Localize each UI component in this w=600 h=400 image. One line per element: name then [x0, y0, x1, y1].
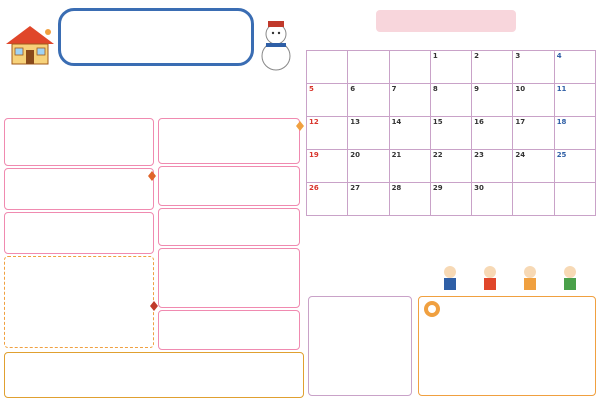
- organization-address: [423, 310, 591, 318]
- box-body: [159, 330, 299, 338]
- box-health-consultation: [4, 118, 154, 166]
- box-time: [159, 321, 299, 330]
- box-body: [5, 188, 153, 196]
- calendar-day-cell: [348, 149, 389, 182]
- calendar-day-cell: [389, 182, 430, 215]
- box-title: [5, 119, 153, 129]
- calendar-day-cell: [348, 83, 389, 116]
- weekday-tue: [389, 38, 430, 50]
- calendar-day-cell: [513, 116, 554, 149]
- weekday-sat: [554, 38, 595, 50]
- calendar-week: [307, 116, 596, 149]
- calendar-day-cell: [554, 50, 595, 83]
- calendar-day-cell: [430, 83, 471, 116]
- edition-date: [234, 68, 294, 75]
- calendar-day-cell: [472, 50, 513, 83]
- calendar-day-number: 24: [515, 150, 526, 159]
- calendar-day-number: 19: [309, 150, 319, 159]
- calendar-day-cell: [430, 182, 471, 215]
- organization-url[interactable]: [423, 330, 591, 338]
- calendar-day-number: 11: [556, 84, 567, 93]
- box-title: [159, 311, 299, 321]
- calendar-day-number: 15: [432, 117, 443, 126]
- calendar-day-number: 14: [391, 117, 402, 126]
- box-birthday-party: [4, 168, 154, 210]
- box-body: [159, 268, 299, 276]
- calendar-day-cell: [554, 149, 595, 182]
- leaf-icon: [146, 170, 158, 182]
- calendar-header: [306, 6, 596, 34]
- box-parenting-lecture: [158, 248, 300, 308]
- box-note: [5, 284, 153, 291]
- calendar-day-cell: [307, 116, 348, 149]
- box-time: [159, 259, 299, 268]
- snowman-icon: [258, 18, 294, 72]
- organization-name: [423, 300, 591, 308]
- calendar-day-number: 20: [350, 150, 361, 159]
- calendar-day-number: 22: [432, 150, 443, 159]
- box-body: [5, 232, 153, 240]
- calendar-week: [307, 50, 596, 83]
- box-english-play: [158, 166, 300, 206]
- calendar-day-number: 6: [350, 84, 356, 93]
- box-note: [159, 137, 299, 144]
- calendar-day-cell: [307, 149, 348, 182]
- calendar-day-cell: [513, 149, 554, 182]
- house-icon: [4, 22, 56, 66]
- organization-logo-icon: [423, 300, 441, 318]
- calendar-day-cell: [472, 83, 513, 116]
- weekday-mon: [348, 38, 389, 50]
- box-baby-massage: [4, 256, 154, 348]
- note-item: [308, 236, 596, 244]
- calendar-day-number: 13: [350, 117, 361, 126]
- box-title: [159, 209, 299, 219]
- calendar-day-number: 26: [309, 183, 319, 192]
- calendar-day-number: 18: [556, 117, 567, 126]
- calendar-day-number: 8: [432, 84, 438, 93]
- title-box: [58, 8, 254, 66]
- calendar-day-number: 21: [391, 150, 402, 159]
- note-item: [308, 252, 596, 260]
- opening-hours: [308, 296, 412, 396]
- calendar-day-number: 10: [515, 84, 526, 93]
- organization-info: [418, 296, 596, 396]
- calendar-day-number: 25: [556, 150, 567, 159]
- box-note: [5, 240, 153, 247]
- hours-title: [313, 300, 407, 308]
- box-body: [159, 129, 299, 137]
- calendar-day-cell: [307, 182, 348, 215]
- weekday-sun: [307, 38, 348, 50]
- box-body: [5, 363, 303, 365]
- note-item: [308, 228, 596, 236]
- calendar-day-cell: [472, 182, 513, 215]
- organization-email[interactable]: [423, 340, 591, 348]
- children-illustration: [430, 262, 590, 292]
- box-nenne-kurabu: [4, 212, 154, 254]
- calendar-day-cell: [430, 50, 471, 83]
- box-title: [159, 119, 299, 129]
- calendar-day-cell: [513, 182, 554, 215]
- box-title: [5, 353, 303, 363]
- calendar-day-number: 28: [391, 183, 402, 192]
- box-time: [5, 129, 153, 138]
- calendar-day-cell: [389, 83, 430, 116]
- note-item: [308, 220, 596, 228]
- box-title: [5, 213, 153, 223]
- calendar-day-number: 12: [309, 117, 319, 126]
- weekday-thu: [472, 38, 513, 50]
- calendar-grid: [306, 38, 596, 216]
- calendar-day-cell: [389, 116, 430, 149]
- box-making: [158, 118, 300, 164]
- box-title: [159, 249, 299, 259]
- calendar-day-cell: [472, 149, 513, 182]
- calendar-day-cell: [348, 116, 389, 149]
- calendar-week: [307, 182, 596, 215]
- calendar-day-number: 29: [432, 183, 443, 192]
- newsletter-title: [61, 31, 251, 55]
- calendar-week: [307, 149, 596, 182]
- calendar-day-number: 1: [432, 51, 438, 60]
- calendar-day-cell: [348, 182, 389, 215]
- calendar-day-cell: [430, 149, 471, 182]
- box-time: [5, 179, 153, 188]
- box-time: [5, 267, 153, 276]
- intro-text: [4, 82, 296, 116]
- calendar-day-cell: [472, 116, 513, 149]
- box-kosodate-mama: [4, 352, 304, 398]
- calendar-day-number: 9: [474, 84, 479, 93]
- calendar-day-number: 5: [309, 84, 314, 93]
- calendar-day-number: 16: [474, 117, 484, 126]
- calendar-day-cell: [513, 50, 554, 83]
- calendar-title: [376, 10, 516, 32]
- box-title: [159, 167, 299, 177]
- calendar-day-number: 2: [474, 51, 479, 60]
- weekday-wed: [430, 38, 471, 50]
- calendar-day-cell: [348, 50, 389, 83]
- calendar-day-cell: [430, 116, 471, 149]
- box-body: [159, 219, 299, 227]
- organization-tel: [423, 320, 591, 328]
- box-birthday-meeting: [158, 208, 300, 246]
- title-subtitle: [61, 16, 251, 26]
- calendar-day-cell: [554, 182, 595, 215]
- box-body: [159, 186, 299, 194]
- calendar-day-number: 4: [556, 51, 562, 60]
- calendar-week: [307, 83, 596, 116]
- calendar-day-cell: [554, 83, 595, 116]
- box-body: [5, 276, 153, 284]
- calendar-day-cell: [554, 116, 595, 149]
- note-item: [308, 244, 596, 252]
- calendar-day-cell: [307, 83, 348, 116]
- hours-am: [313, 311, 407, 321]
- calendar-day-number: 3: [515, 51, 521, 60]
- calendar-day-cell: [389, 50, 430, 83]
- box-title: [5, 169, 153, 179]
- box-title: [5, 257, 153, 267]
- leaf-icon: [148, 300, 160, 312]
- calendar-day-number: 17: [515, 117, 526, 126]
- calendar-day-cell: [513, 83, 554, 116]
- box-body: [5, 138, 153, 146]
- leaf-icon: [294, 120, 306, 132]
- calendar-day-number: 23: [474, 150, 484, 159]
- box-time: [5, 223, 153, 232]
- box-nursery-exchange: [158, 310, 300, 350]
- calendar-day-cell: [307, 50, 348, 83]
- weekday-fri: [513, 38, 554, 50]
- calendar-day-number: 30: [474, 183, 484, 192]
- calendar-day-number: 7: [391, 84, 397, 93]
- newsletter-header: [0, 0, 300, 80]
- box-time: [159, 177, 299, 186]
- calendar-day-number: 27: [350, 183, 361, 192]
- calendar-day-cell: [389, 149, 430, 182]
- box-note: [159, 276, 299, 283]
- hours-pm: [313, 324, 407, 334]
